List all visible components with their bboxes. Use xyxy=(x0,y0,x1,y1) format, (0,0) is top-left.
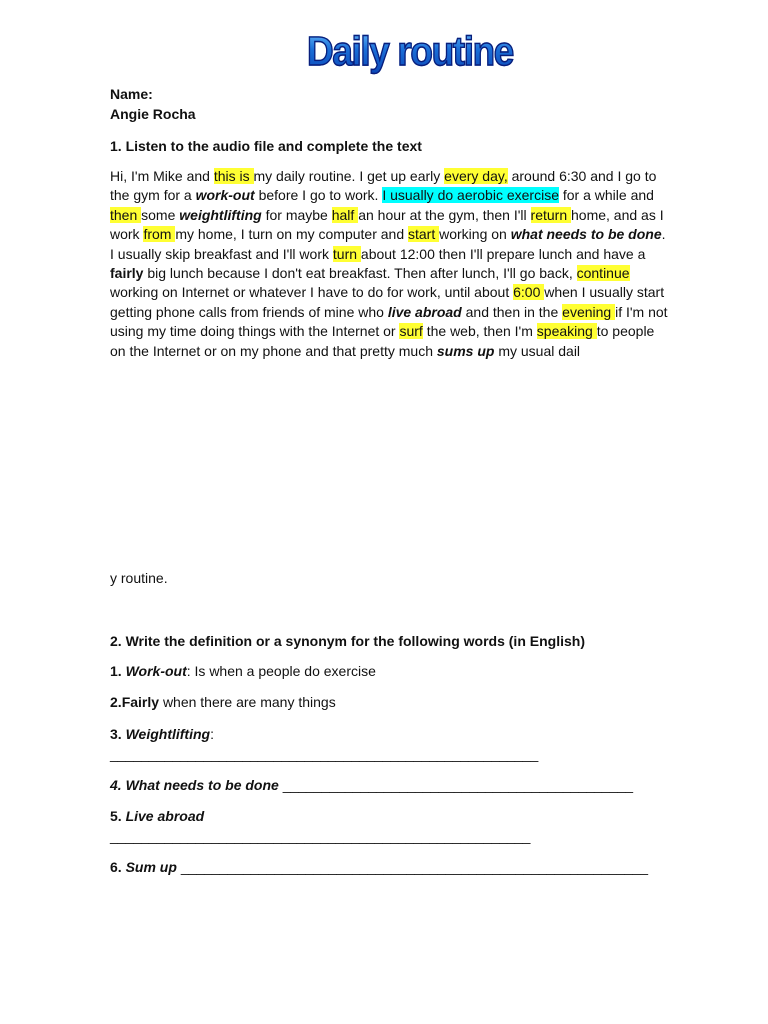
definition-item-3: 3. Weightlifting: xyxy=(110,726,214,742)
definition-item-5: 5. Live abroad xyxy=(110,808,205,824)
paragraph-text: if I'm not using my time doing things with the Internet or xyxy=(110,303,668,340)
definition-item-1: 1. Work-out: Is when a people do exercise xyxy=(110,663,376,679)
term-work-out: Work-out xyxy=(125,663,187,679)
paragraph-text: working on Internet or whatever I have to do for work, until about xyxy=(110,284,514,301)
key-term: weightlifting xyxy=(179,206,262,223)
definition-item-6: 6. Sum up ____________________________________________________________ xyxy=(110,859,648,875)
term-sum-up: Sum up xyxy=(125,859,177,875)
section1-heading: 1. Listen to the audio file and complete the text xyxy=(110,138,422,154)
paragraph-text: . I usually skip breakfast and I'll work xyxy=(110,226,666,262)
filled-blank: this is xyxy=(213,168,254,184)
section2-heading: 2. Write the definition or a synonym for the following words (in English) xyxy=(110,633,585,649)
filled-blank: surf xyxy=(399,323,423,340)
paragraph-text: around 6:30 and I go to the gym for a xyxy=(110,168,657,204)
name-value: Angie Rocha xyxy=(110,106,196,122)
paragraph-text: working on xyxy=(439,226,511,243)
paragraph-text: for maybe xyxy=(261,206,332,223)
filled-blank: 6:00 xyxy=(513,284,545,301)
answer-line-6[interactable]: ____________________________________________________________ xyxy=(180,859,648,875)
answer-2[interactable]: when there are many things xyxy=(162,694,336,710)
paragraph-text: to people on the Internet or on my phone and that pretty much xyxy=(110,323,655,359)
definition-item-4: 4. What needs to be done _____________________________________________ xyxy=(110,777,634,793)
filled-blank: half xyxy=(331,206,359,223)
filled-blank: evening xyxy=(562,303,616,320)
paragraph-text: my usual dail xyxy=(494,342,581,359)
page-title: Daily routine xyxy=(41,28,768,75)
key-term: what needs to be done xyxy=(510,226,662,243)
paragraph-continuation: y routine. xyxy=(110,570,168,586)
highlighted-phrase: I usually do aerobic exercise xyxy=(382,187,559,204)
term-live-abroad: Live abroad xyxy=(125,808,205,824)
filled-blank: return xyxy=(530,206,571,223)
filled-blank: continue xyxy=(576,265,630,282)
paragraph-text: the web, then I'm xyxy=(422,323,537,340)
filled-blank: then xyxy=(110,206,142,223)
term-weightlifting: Weightlifting xyxy=(125,726,211,742)
paragraph-text: and then in the xyxy=(461,303,563,320)
key-term: sums up xyxy=(436,342,495,359)
paragraph-text: before I go to work. xyxy=(254,187,383,204)
key-term: work-out xyxy=(195,187,255,204)
answer-1[interactable]: Is when a people do exercise xyxy=(194,663,376,679)
filled-blank: start xyxy=(408,226,440,243)
paragraph-text: big lunch because I don't eat breakfast. Then after lunch, I'll go back, xyxy=(143,265,577,282)
paragraph-text: my daily routine. I get up early xyxy=(253,168,445,184)
paragraph-text: my home, I turn on my computer and xyxy=(175,226,408,243)
paragraph-text: home, and as I work xyxy=(110,206,664,243)
filled-blank: every day, xyxy=(444,168,508,184)
paragraph-text: when I usually start getting phone calls from friends of mine who xyxy=(110,284,665,320)
answer-line-3[interactable]: _______________________________________________________ xyxy=(110,746,539,762)
paragraph-text: an hour at the gym, then I'll xyxy=(358,206,531,223)
routine-paragraph xyxy=(110,167,670,361)
paragraph-text: about 12:00 then I'll prepare lunch and have a xyxy=(360,245,646,262)
filled-blank: speaking xyxy=(536,323,597,340)
key-term: fairly xyxy=(110,265,144,282)
answer-line-4[interactable]: _____________________________________________ xyxy=(282,777,634,793)
filled-blank: from xyxy=(143,226,176,243)
term-fairly: Fairly xyxy=(121,694,160,710)
key-term: live abroad xyxy=(387,303,462,320)
term-what-needs-to-be-done: What needs to be done xyxy=(125,777,279,793)
paragraph-text: Hi, I'm Mike and xyxy=(110,168,214,184)
name-label: Name: xyxy=(110,86,153,102)
paragraph-text: some xyxy=(141,206,180,223)
definition-item-2: 2.Fairly when there are many things xyxy=(110,694,336,710)
paragraph-text: for a while and xyxy=(558,187,654,204)
filled-blank: turn xyxy=(332,245,361,262)
answer-line-5[interactable]: ______________________________________________________ xyxy=(110,828,531,844)
